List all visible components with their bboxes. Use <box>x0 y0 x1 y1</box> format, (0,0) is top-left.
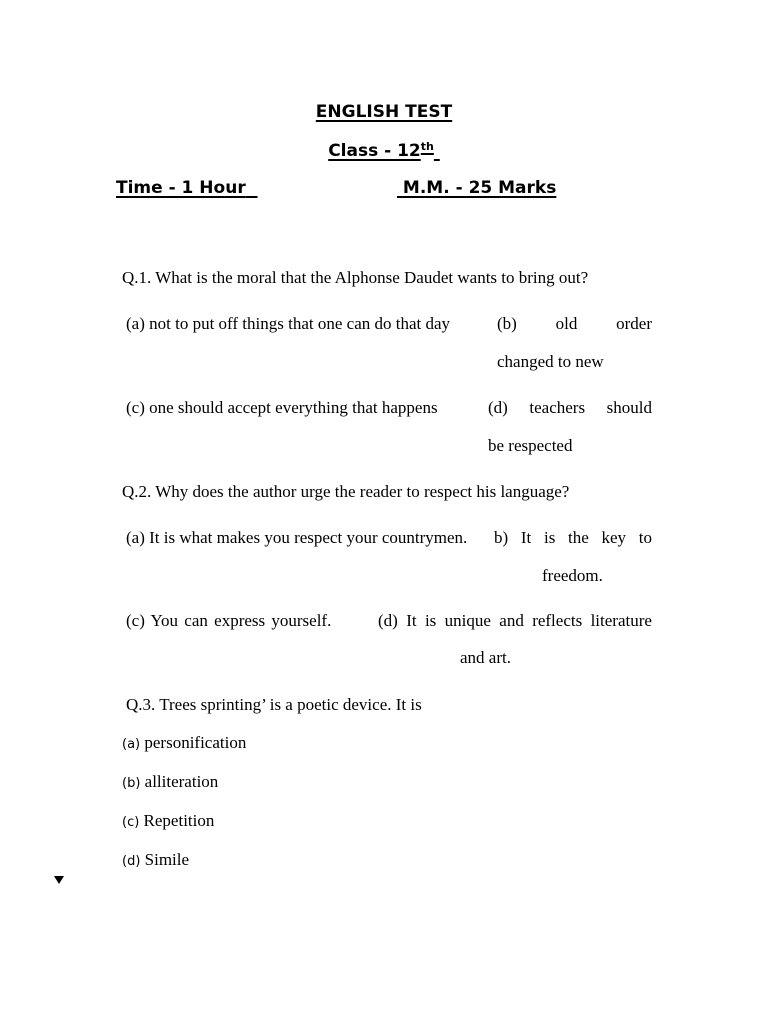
q3-option-marker: (a) <box>122 737 141 752</box>
q3-option-marker: (c) <box>122 815 140 830</box>
q2-question: Q.2. Why does the author urge the reader to respect his language? <box>122 482 570 501</box>
q3-option-marker: (b) <box>122 776 141 791</box>
time-label: Time - 1 Hour <box>116 178 246 198</box>
q1-option-c: (c) one should accept everything that happens <box>126 398 438 417</box>
q2-b-word: It <box>520 528 532 547</box>
q1-option-a: (a) not to put off things that one can do that day <box>126 314 451 333</box>
q3-option <box>122 811 214 831</box>
class-label: Class - 12 <box>328 141 421 161</box>
q2-d-word: reflects <box>532 611 583 630</box>
q2-b-word: key <box>601 528 627 547</box>
q3-option <box>122 733 246 753</box>
q1-b-word: order <box>616 314 652 333</box>
q3-option-marker: (d) <box>122 854 141 869</box>
q1-d-word: teachers <box>529 398 586 417</box>
q2-option-d <box>378 611 652 631</box>
q3-option-text: Repetition <box>143 811 215 830</box>
q1-d-word: (d) <box>488 398 508 417</box>
q3-option <box>122 772 218 792</box>
q1-option-d-continued: be respected <box>488 436 573 455</box>
q2-b-word: is <box>543 528 556 547</box>
q2-b-word: b) <box>494 528 509 547</box>
q2-d-word: It <box>406 611 417 630</box>
class-suffix: th <box>420 140 434 153</box>
marks-label: M.M. - 25 Marks <box>402 178 557 198</box>
q2-d-word: literature <box>590 611 652 630</box>
q2-d-word: unique <box>444 611 491 630</box>
q2-d-word: (d) <box>378 611 398 630</box>
q2-d-word: and <box>499 611 524 630</box>
q3-option <box>122 850 189 870</box>
q3-option-text: Simile <box>144 850 190 869</box>
q1-question: Q.1. What is the moral that the Alphonse Daudet wants to bring out? <box>122 268 589 287</box>
q2-option-a: (a) It is what makes you respect your countrymen. <box>126 528 468 547</box>
q3-question: Q.3. Trees sprinting’ is a poetic device. It is <box>126 695 422 714</box>
q2-option-c: (c) You can express yourself. <box>126 611 332 630</box>
q1-option-b <box>497 314 652 334</box>
q1-b-word: (b) <box>497 314 517 333</box>
q1-b-word: old <box>555 314 578 333</box>
test-title: ENGLISH TEST <box>315 102 453 122</box>
q2-b-word: to <box>638 528 652 547</box>
triangle-down-icon <box>54 876 64 884</box>
q1-option-d <box>488 398 652 418</box>
class-heading <box>0 140 768 161</box>
q2-option-b-continued: freedom. <box>542 566 603 585</box>
q2-option-d-continued: and art. <box>460 648 511 667</box>
q3-option-text: personification <box>144 733 247 752</box>
q2-option-b <box>494 528 652 548</box>
q1-option-b-continued: changed to new <box>497 352 604 371</box>
q1-d-word: should <box>606 398 652 417</box>
q2-b-word: the <box>568 528 589 547</box>
q3-option-text: alliteration <box>144 772 219 791</box>
q2-d-word: is <box>424 611 437 630</box>
